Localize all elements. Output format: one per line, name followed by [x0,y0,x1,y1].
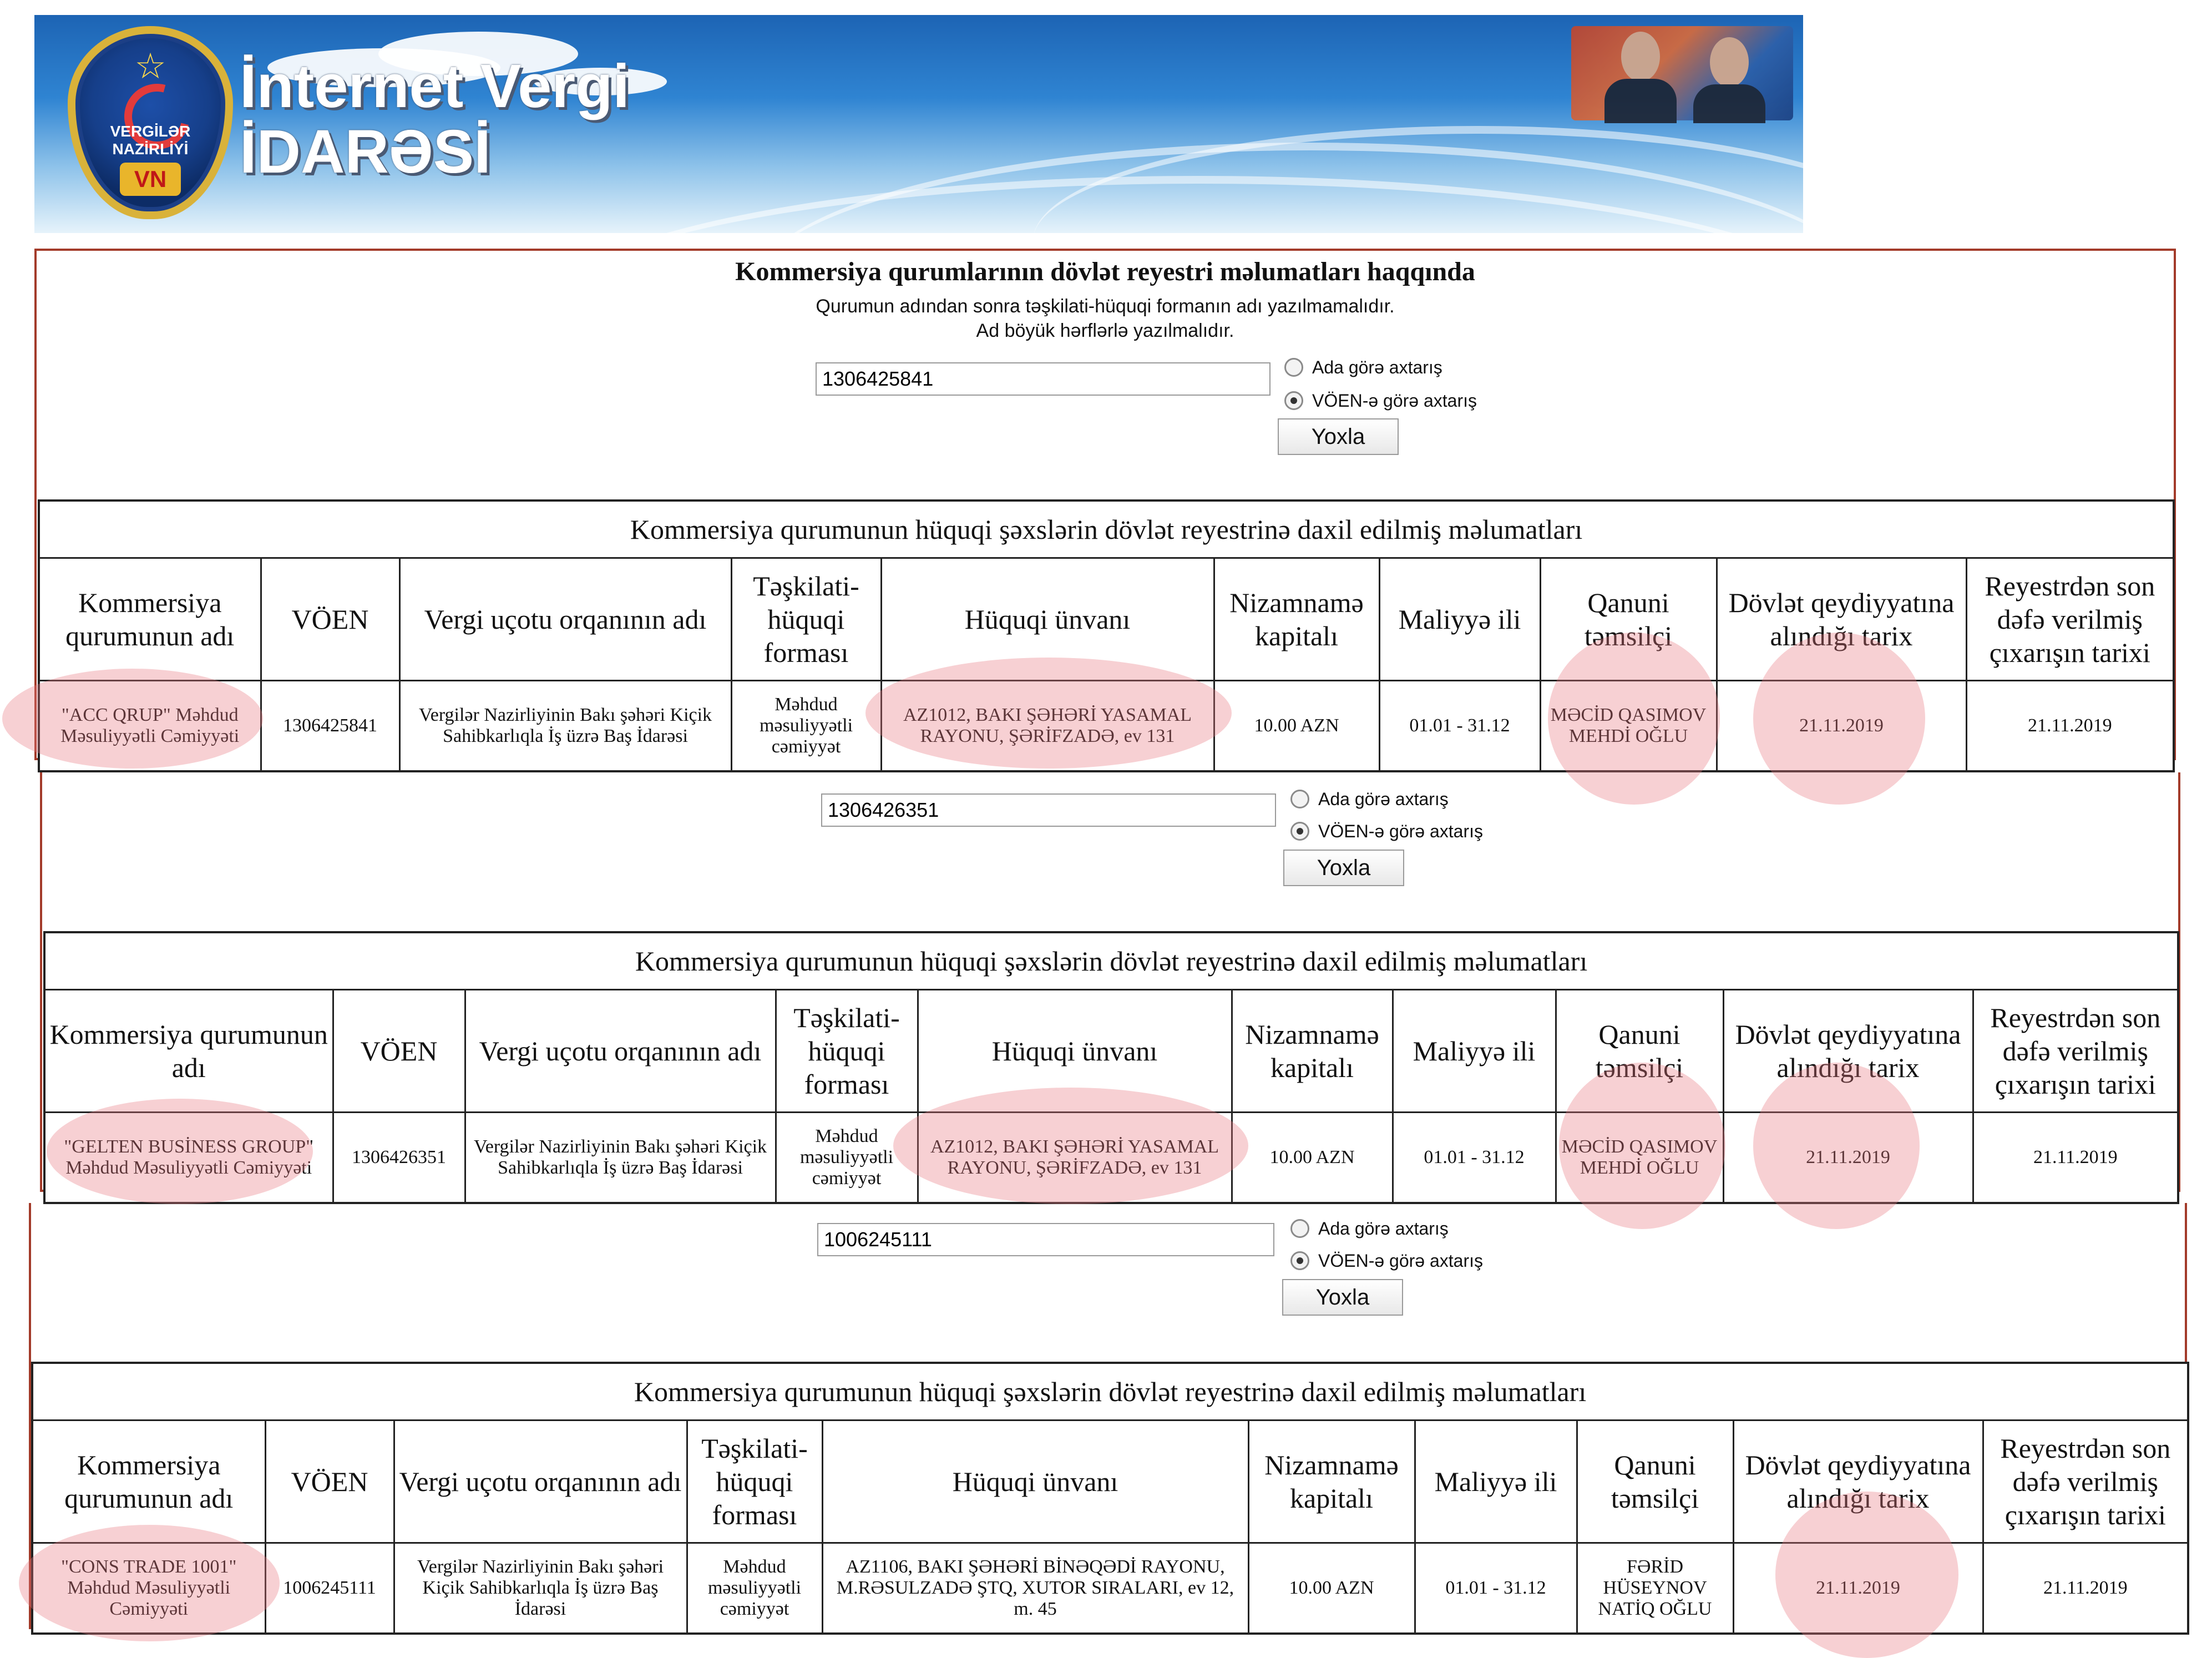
radio-button[interactable] [1290,790,1309,808]
column-header: Kommersiya qurumunun adı [44,990,333,1113]
column-header: Dövlət qeydiyyatına alındığı tarix [1733,1421,1983,1543]
representative-cell: MƏCİD QASIMOV MEHDİ OĞLU [1556,1113,1723,1204]
column-header: Hüquqi ünvanı [918,990,1232,1113]
site-title-line2: İDARƏSİ [240,118,491,186]
check-button[interactable]: Yoxla [1283,850,1404,886]
radio-search-by-voen[interactable] [1290,820,1483,842]
radio-label: Ada görə axtarış [1318,1219,1449,1239]
table-title: Kommersiya qurumunun hüquqi şəxslərin dövlət reyestrinə daxil edilmiş məlumatları [44,932,2178,990]
capital-cell: 10.00 AZN [1214,681,1379,772]
column-header: VÖEN [265,1421,394,1543]
registration-date-cell: 21.11.2019 [1723,1113,1973,1204]
column-header: Vergi uçotu orqanının adı [465,990,776,1113]
table-row [44,1113,2178,1204]
radio-button[interactable] [1290,1251,1309,1270]
extract-date-cell: 21.11.2019 [1973,1113,2178,1204]
registry-table-1 [38,499,2175,772]
radio-label: VÖEN-ə görə axtarış [1318,821,1483,841]
emblem-letters: VN [120,163,181,196]
search-input[interactable]: 1006245111 [817,1223,1274,1256]
radio-label: VÖEN-ə görə axtarış [1318,1251,1483,1271]
column-header: Qanuni təmsilçi [1577,1421,1733,1543]
radio-search-by-name[interactable] [1290,788,1449,810]
radio-button[interactable] [1290,1219,1309,1238]
column-header: VÖEN [333,990,465,1113]
column-header: Maliyyə ili [1393,990,1556,1113]
representative-cell: FƏRİD HÜSEYNOV NATİQ OĞLU [1577,1543,1733,1634]
radio-button[interactable] [1284,358,1303,377]
tax-office-cell: Vergilər Nazirliyinin Bakı şəhəri Kiçik Sahibkarlıqla İş üzrə Baş İdarəsi [394,1543,687,1634]
registry-table-3 [31,1362,2189,1635]
column-header: Nizamnamə kapitalı [1232,990,1393,1113]
note-line-2: Ad böyük hərflərlə yazılmalıdır. [976,320,1234,341]
search-input[interactable]: 1306425841 [816,362,1270,396]
legal-form-cell: Məhdud məsuliyyətli cəmiyyət [687,1543,822,1634]
search-input[interactable]: 1306426351 [821,793,1276,827]
fiscal-year-cell: 01.01 - 31.12 [1393,1113,1556,1204]
representative-cell: MƏCİD QASIMOV MEHDİ OĞLU [1540,681,1717,772]
column-header: Dövlət qeydiyyatına alındığı tarix [1723,990,1973,1113]
tax-office-cell: Vergilər Nazirliyinin Bakı şəhəri Kiçik Sahibkarlıqla İş üzrə Baş İdarəsi [399,681,731,772]
radio-label: Ada görə axtarış [1318,789,1449,809]
column-header: Nizamnamə kapitalı [1248,1421,1415,1543]
column-header: Vergi uçotu orqanının adı [399,558,731,681]
column-header: Qanuni təmsilçi [1556,990,1723,1113]
registration-date-cell: 21.11.2019 [1733,1543,1983,1634]
check-button[interactable]: Yoxla [1278,418,1399,455]
table-title: Kommersiya qurumunun hüquqi şəxslərin dövlət reyestrinə daxil edilmiş məlumatları [39,501,2174,558]
site-title-line1: İnternet Vergi [240,52,630,120]
tax-office-cell: Vergilər Nazirliyinin Bakı şəhəri Kiçik Sahibkarlıqla İş üzrə Baş İdarəsi [465,1113,776,1204]
radio-button[interactable] [1290,822,1309,841]
legal-form-cell: Məhdud məsuliyyətli cəmiyyət [776,1113,918,1204]
column-header: Təşkilati-hüquqi forması [731,558,881,681]
radio-search-by-voen[interactable] [1284,390,1477,412]
fiscal-year-cell: 01.01 - 31.12 [1415,1543,1577,1634]
column-header: Hüquqi ünvanı [881,558,1214,681]
legal-form-cell: Məhdud məsuliyyətli cəmiyyət [731,681,881,772]
ministry-emblem-icon: ☆ VERGİLƏR NAZİRLİYİ VN [68,26,233,219]
column-header: Təşkilati-hüquqi forması [776,990,918,1113]
address-cell: AZ1012, BAKI ŞƏHƏRİ YASAMAL RAYONU, ŞƏRİFZADƏ, ev 131 [918,1113,1232,1204]
address-cell: AZ1012, BAKI ŞƏHƏRİ YASAMAL RAYONU, ŞƏRİFZADƏ, ev 131 [881,681,1214,772]
check-button[interactable]: Yoxla [1282,1279,1403,1316]
page-heading: Kommersiya qurumlarının dövlət reyestri məlumatları haqqında [735,257,1475,286]
table-row [39,681,2174,772]
officials-photo [1571,26,1793,120]
column-header: Təşkilati-hüquqi forması [687,1421,822,1543]
company-name-cell: "GELTEN BUSİNESS GROUP" Məhdud Məsuliyyətli Cəmiyyəti [44,1113,333,1204]
radio-button[interactable] [1284,391,1303,410]
column-header: Qanuni təmsilçi [1540,558,1717,681]
column-header: Hüquqi ünvanı [822,1421,1248,1543]
voen-cell: 1306425841 [261,681,399,772]
fiscal-year-cell: 01.01 - 31.12 [1379,681,1540,772]
registration-date-cell: 21.11.2019 [1717,681,1966,772]
column-header: Reyestrdən son dəfə verilmiş çıxarışın tarixi [1983,1421,2188,1543]
column-header: Vergi uçotu orqanının adı [394,1421,687,1543]
extract-date-cell: 21.11.2019 [1966,681,2174,772]
site-title [240,54,630,185]
note-line-1: Qurumun adından sonra təşkilati-hüquqi formanın adı yazılmamalıdır. [816,296,1395,317]
column-header: Reyestrdən son dəfə verilmiş çıxarışın tarixi [1973,990,2178,1113]
emblem-label: VERGİLƏR NAZİRLİYİ [110,123,191,158]
extract-date-cell: 21.11.2019 [1983,1543,2188,1634]
radio-search-by-voen[interactable] [1290,1250,1483,1272]
registry-table-2 [43,931,2179,1204]
table-row [32,1543,2188,1634]
radio-label: Ada görə axtarış [1312,357,1442,377]
column-header: Dövlət qeydiyyatına alındığı tarix [1717,558,1966,681]
company-name-cell: "CONS TRADE 1001" Məhdud Məsuliyyətli Cəmiyyəti [32,1543,265,1634]
address-cell: AZ1106, BAKI ŞƏHƏRİ BİNƏQƏDİ RAYONU, M.RƏSULZADƏ ŞTQ, XUTOR SIRALARI, ev 12, m. 45 [822,1543,1248,1634]
column-header: Maliyyə ili [1415,1421,1577,1543]
column-header: Nizamnamə kapitalı [1214,558,1379,681]
table-title: Kommersiya qurumunun hüquqi şəxslərin dövlət reyestrinə daxil edilmiş məlumatları [32,1363,2188,1421]
radio-label: VÖEN-ə görə axtarış [1312,391,1477,411]
site-banner [34,15,1803,233]
company-name-cell: "ACC QRUP" Məhdud Məsuliyyətli Cəmiyyəti [39,681,261,772]
capital-cell: 10.00 AZN [1232,1113,1393,1204]
voen-cell: 1306426351 [333,1113,465,1204]
voen-cell: 1006245111 [265,1543,394,1634]
column-header: Maliyyə ili [1379,558,1540,681]
column-header: VÖEN [261,558,399,681]
radio-search-by-name[interactable] [1284,356,1442,378]
column-header: Kommersiya qurumunun adı [39,558,261,681]
radio-search-by-name[interactable] [1290,1217,1449,1240]
column-header: Reyestrdən son dəfə verilmiş çıxarışın tarixi [1966,558,2174,681]
capital-cell: 10.00 AZN [1248,1543,1415,1634]
column-header: Kommersiya qurumunun adı [32,1421,265,1543]
